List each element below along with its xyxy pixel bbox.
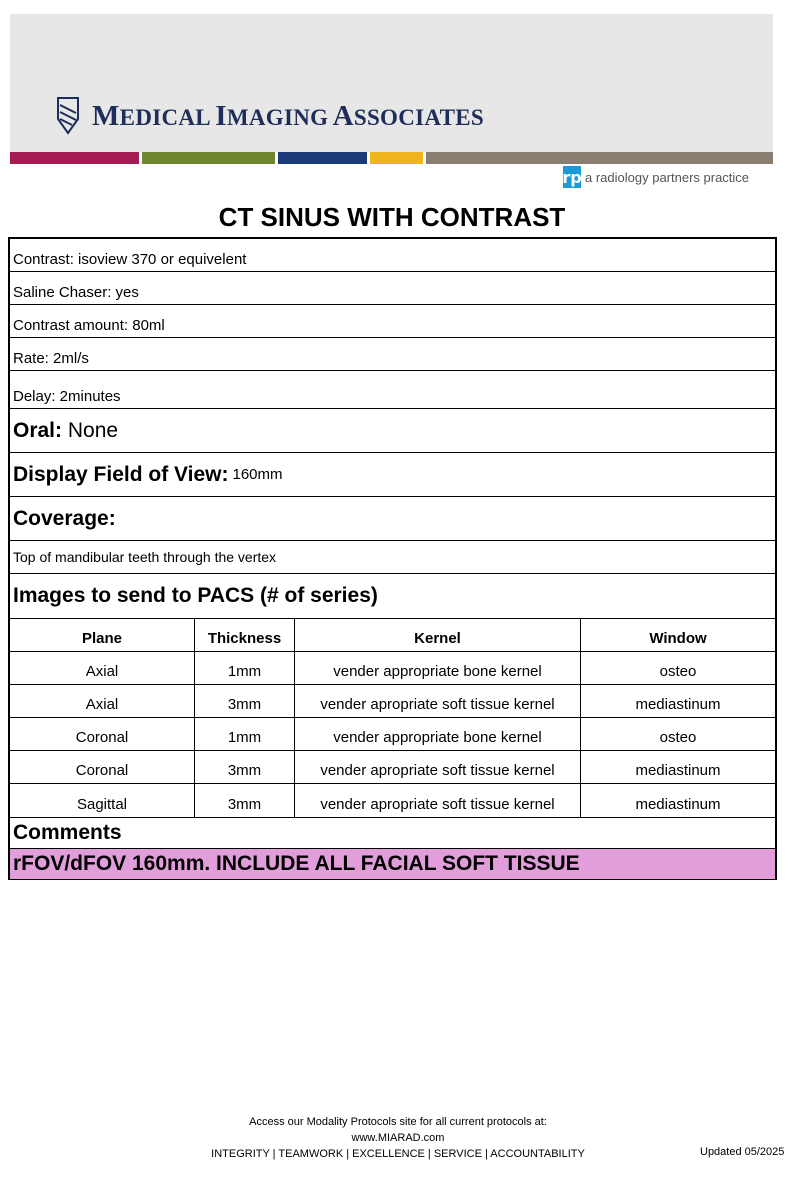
series-header-window: Window (581, 619, 775, 652)
footer-url: www.MIARAD.com (351, 1132, 445, 1144)
oral-value: None (67, 418, 119, 442)
dfov-label: Display Field of View: (13, 462, 229, 486)
series-cell: Coronal (10, 718, 195, 751)
protocol-title: CT SINUS WITH CONTRAST (218, 202, 566, 232)
series-table (10, 619, 775, 818)
series-cell: Coronal (10, 751, 195, 784)
protocol-table (8, 237, 777, 880)
series-cell: 1mm (195, 652, 295, 685)
stripe-olive (142, 152, 275, 164)
footer-line-1: Access our Modality Protocols site for all current protocols at: (249, 1116, 547, 1128)
series-cell: 3mm (195, 685, 295, 718)
dfov-row (10, 453, 775, 497)
stripe-maroon (10, 152, 139, 164)
series-header-plane: Plane (10, 619, 195, 652)
images-pacs-row: Images to send to PACS (# of series) (10, 574, 775, 619)
oral-row (10, 409, 775, 453)
coverage-row: Coverage: (10, 497, 775, 541)
saline-row: Saline Chaser: yes (10, 272, 775, 305)
series-cell: vender appropriate bone kernel (295, 652, 581, 685)
series-cell: vender apropriate soft tissue kernel (295, 784, 581, 817)
updated-date: Updated 05/2025 (700, 1146, 785, 1158)
contrast-row: Contrast: isoview 370 or equivelent (10, 239, 775, 272)
series-header-kernel: Kernel (295, 619, 581, 652)
series-cell: mediastinum (581, 685, 775, 718)
stripe-taupe (426, 152, 773, 164)
rp-tagline: a radiology partners practice (585, 169, 750, 185)
series-cell: 3mm (195, 784, 295, 817)
shield-logo-icon (56, 97, 80, 135)
series-cell: vender apropriate soft tissue kernel (295, 751, 581, 784)
series-cell: Axial (10, 685, 195, 718)
series-cell: vender appropriate bone kernel (295, 718, 581, 751)
coverage-value-row: Top of mandibular teeth through the vertex (10, 541, 775, 574)
delay-row: Delay: 2minutes (10, 371, 775, 409)
series-cell: vender apropriate soft tissue kernel (295, 685, 581, 718)
stripe-blue (278, 152, 367, 164)
series-cell: mediastinum (635, 796, 721, 813)
comments-row: Comments (10, 818, 775, 849)
series-cell: osteo (581, 718, 775, 751)
dfov-value: 160mm (232, 466, 283, 483)
series-cell: Sagittal (10, 784, 195, 817)
rate-row: Rate: 2ml/s (10, 338, 775, 371)
contrast-amount-row: Contrast amount: 80ml (10, 305, 775, 338)
radiology-partners-badge (563, 166, 749, 188)
logo (56, 96, 484, 136)
series-header-thickness: Thickness (195, 619, 295, 652)
series-cell: mediastinum (581, 751, 775, 784)
series-cell: osteo (581, 652, 775, 685)
series-cell: Axial (10, 652, 195, 685)
series-cell: 1mm (195, 718, 295, 751)
oral-label: Oral: (13, 418, 63, 442)
footer-values: INTEGRITY | TEAMWORK | EXCELLENCE | SERVICE | ACCOUNTABILITY (211, 1148, 585, 1160)
stripe-gold (370, 152, 423, 164)
comments-value-row: rFOV/dFOV 160mm. INCLUDE ALL FACIAL SOFT TISSUE (10, 849, 775, 880)
brand-name: MEDICAL IMAGING ASSOCIATES (92, 99, 484, 132)
series-cell: 3mm (195, 751, 295, 784)
rp-logo-icon: rp (562, 167, 582, 187)
